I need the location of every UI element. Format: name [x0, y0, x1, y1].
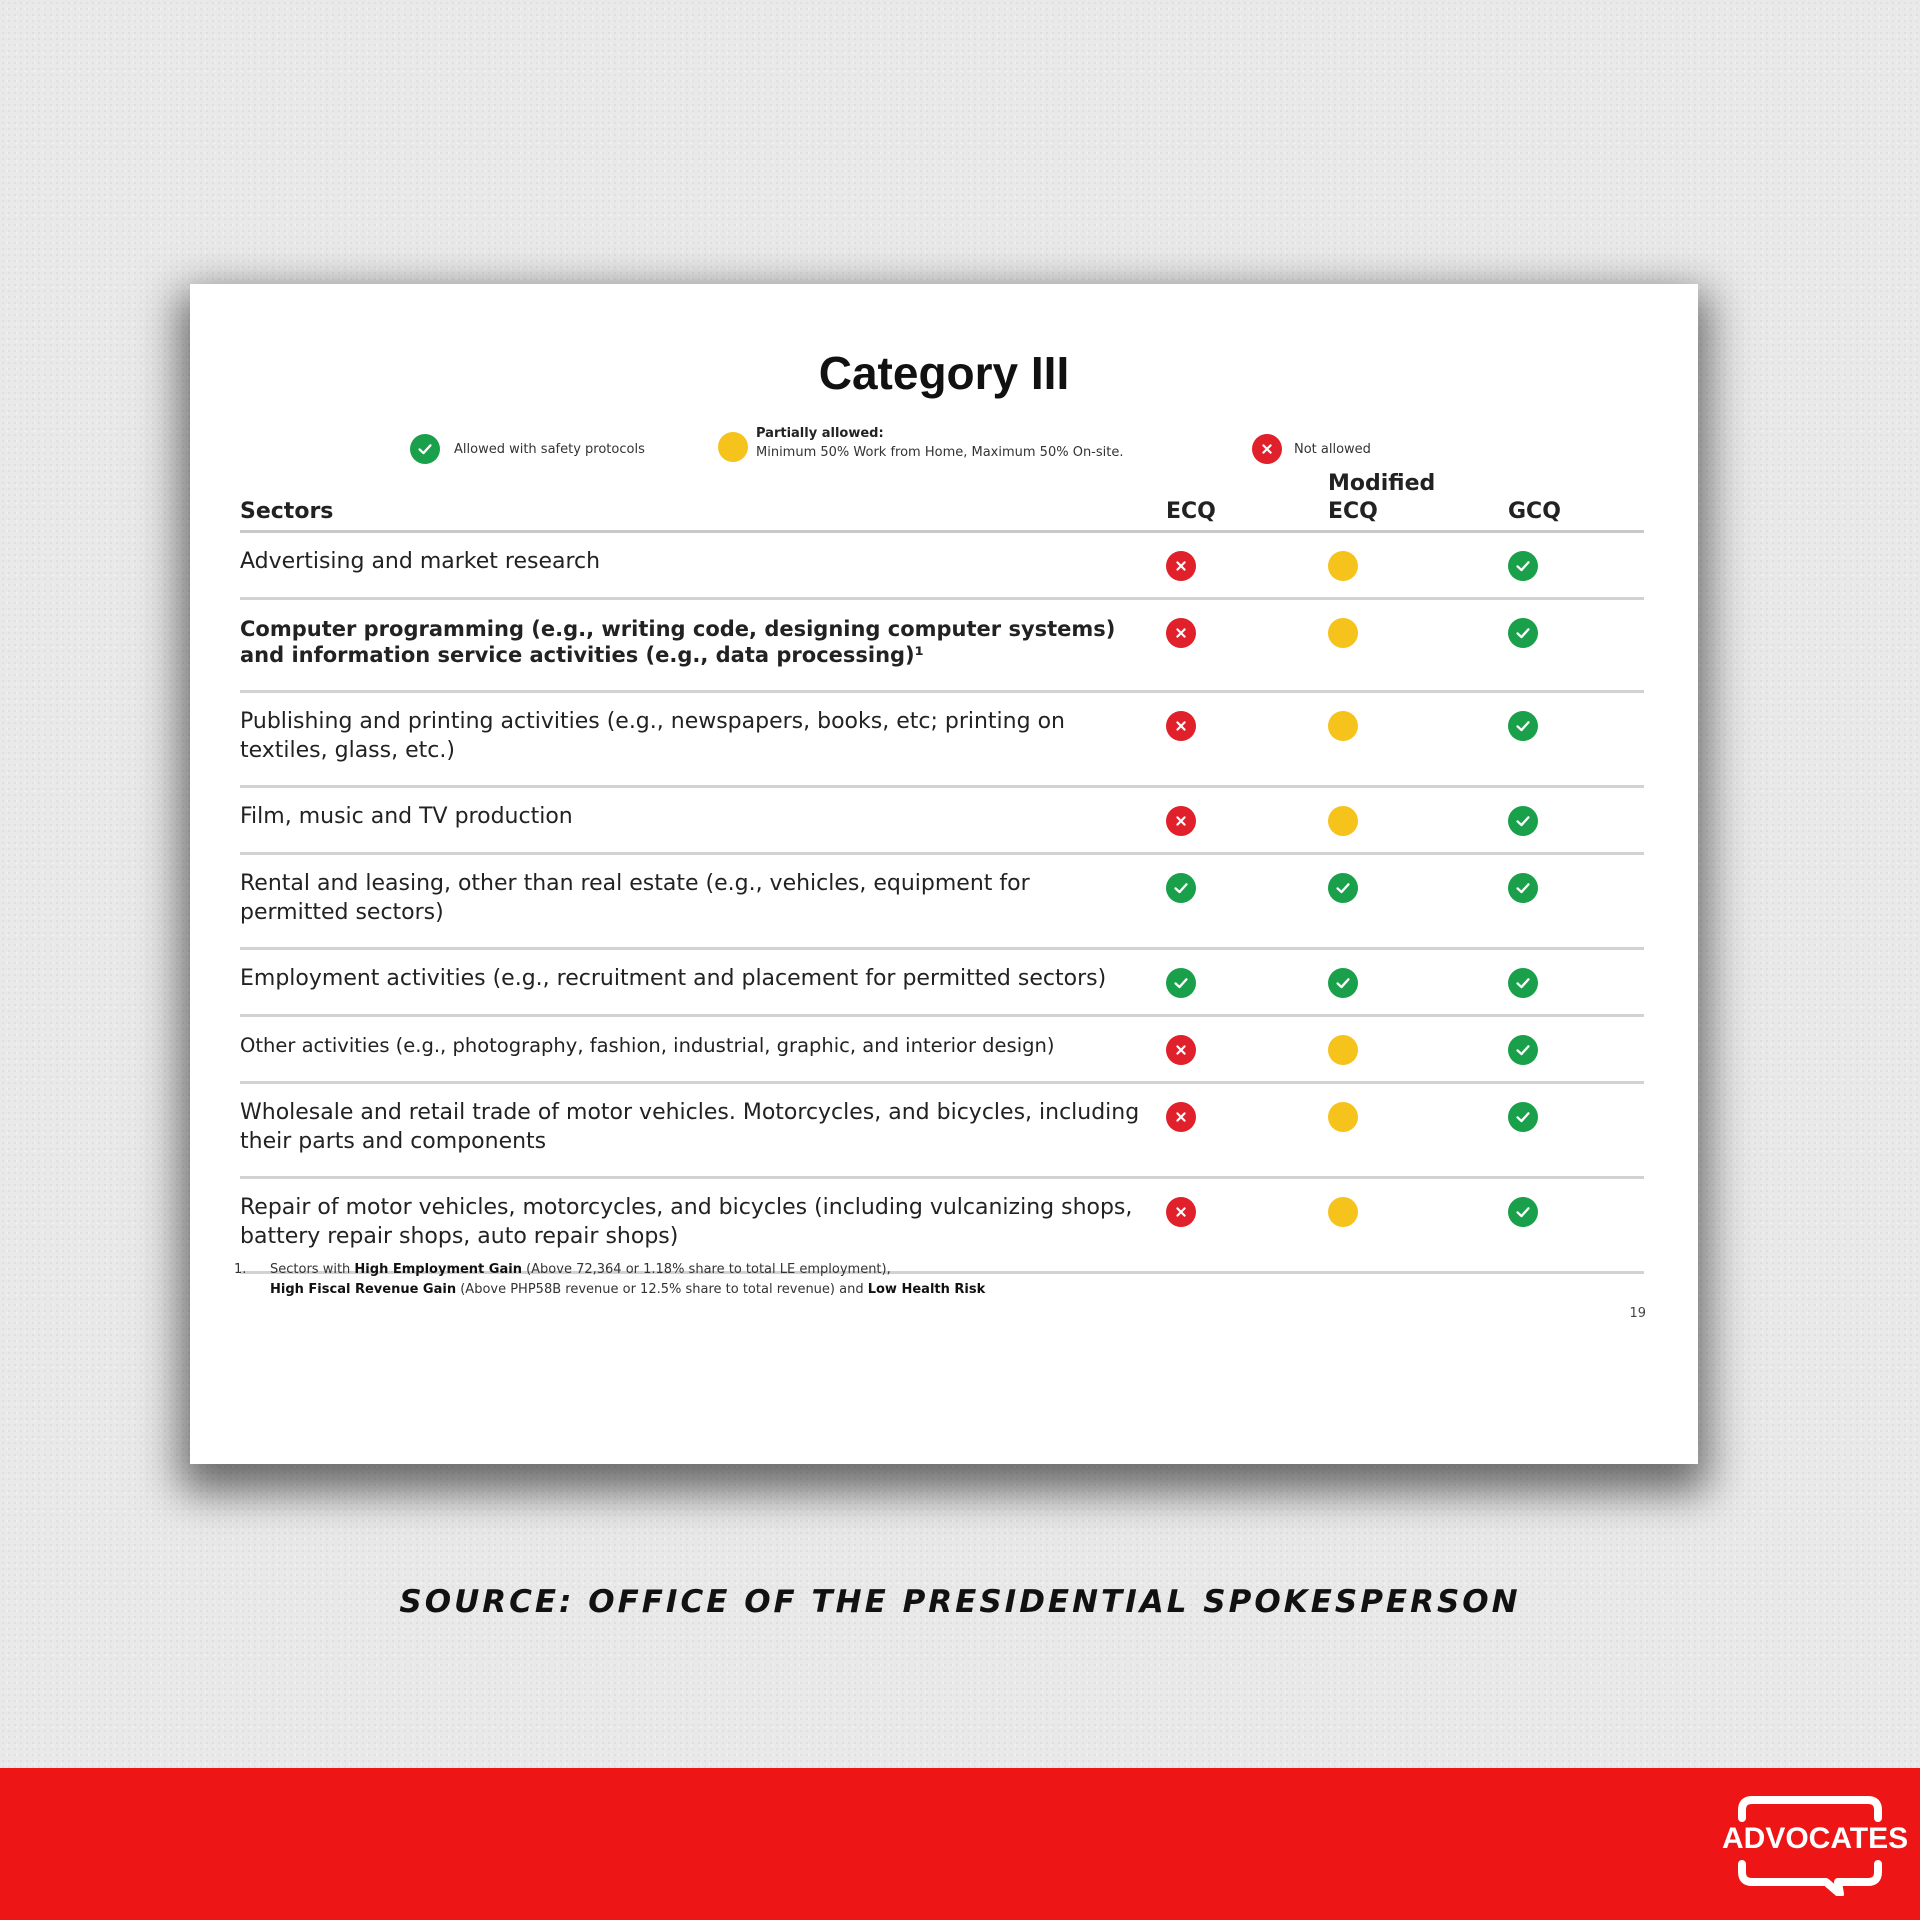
check-icon — [1508, 551, 1538, 581]
table-row — [240, 693, 1644, 788]
legend-allowed-label: Allowed with safety protocols — [454, 441, 645, 457]
logo-text: ADVOCATES — [1722, 1822, 1909, 1855]
check-icon — [1508, 711, 1538, 741]
check-icon — [1166, 873, 1196, 903]
table-row — [240, 950, 1644, 1017]
header-mecq-line2: ECQ — [1328, 499, 1378, 524]
check-icon — [1508, 1102, 1538, 1132]
check-icon — [1508, 968, 1538, 998]
legend-not-allowed — [1252, 434, 1371, 464]
partial-circle-icon — [1328, 551, 1358, 581]
table-row — [240, 1017, 1644, 1084]
header-mecq-line1: Modified — [1328, 471, 1436, 496]
check-icon — [410, 434, 440, 464]
advocates-logo — [1722, 1792, 1909, 1896]
table-row — [240, 1084, 1644, 1179]
partial-circle-icon — [1328, 618, 1358, 648]
sector-table — [240, 464, 1644, 1274]
partial-circle-icon — [1328, 1102, 1358, 1132]
legend-partial — [718, 426, 1124, 462]
sector-name: Advertising and market research — [240, 549, 601, 574]
table-row — [240, 533, 1644, 600]
sector-name: Computer programming (e.g., writing code, designing computer systems) and information service activities (e.g., data processing)¹ — [240, 617, 1116, 667]
table-body — [240, 533, 1644, 1274]
footnote-line2-bold: High Fiscal Revenue Gain — [270, 1282, 457, 1297]
check-icon — [1508, 618, 1538, 648]
partial-circle-icon — [1328, 806, 1358, 836]
sector-name: Other activities (e.g., photography, fashion, industrial, graphic, and interior design) — [240, 1034, 1055, 1057]
table-row — [240, 788, 1644, 855]
legend-not-allowed-label: Not allowed — [1294, 441, 1371, 457]
sector-name: Repair of motor vehicles, motorcycles, and bicycles (including vulcanizing shops, battery repair shops, auto repair shops) — [240, 1195, 1133, 1249]
sector-name: Rental and leasing, other than real estate (e.g., vehicles, equipment for permitted sectors) — [240, 871, 1030, 925]
partial-circle-icon — [1328, 1197, 1358, 1227]
sector-name: Publishing and printing activities (e.g., newspapers, books, etc; printing on textiles, glass, etc.) — [240, 709, 1065, 763]
legend-allowed — [410, 434, 645, 464]
x-icon — [1166, 551, 1196, 581]
partial-circle-icon — [718, 432, 748, 462]
legend-partial-desc: Minimum 50% Work from Home, Maximum 50% On-site. — [756, 445, 1124, 460]
slide — [190, 284, 1698, 1464]
sector-name: Wholesale and retail trade of motor vehicles. Motorcycles, and bicycles, including their parts and components — [240, 1100, 1140, 1154]
footnote-line2-bold2: Low Health Risk — [867, 1282, 986, 1297]
check-icon — [1508, 1197, 1538, 1227]
x-icon — [1166, 1035, 1196, 1065]
x-icon — [1166, 1197, 1196, 1227]
partial-circle-icon — [1328, 711, 1358, 741]
x-icon — [1166, 1102, 1196, 1132]
legend-partial-title: Partially allowed: — [756, 426, 884, 441]
footnote-line1-post: (Above 72,364 or 1.18% share to total LE employment), — [521, 1262, 891, 1277]
header-ecq: ECQ — [1166, 499, 1216, 524]
x-icon — [1166, 618, 1196, 648]
table-row — [240, 600, 1644, 693]
header-sectors: Sectors — [240, 499, 334, 524]
table-header — [240, 464, 1644, 533]
footer-bar — [0, 1768, 1920, 1920]
footnote-number: 1. — [234, 1262, 247, 1277]
header-mecq — [1328, 470, 1435, 526]
page-number: 19 — [1629, 1306, 1646, 1321]
partial-circle-icon — [1328, 1035, 1358, 1065]
x-icon — [1166, 806, 1196, 836]
check-icon — [1508, 806, 1538, 836]
check-icon — [1328, 873, 1358, 903]
x-icon — [1166, 711, 1196, 741]
check-icon — [1328, 968, 1358, 998]
check-icon — [1166, 968, 1196, 998]
footnote-line1-bold: High Employment Gain — [354, 1262, 522, 1277]
footnote-line2-post: (Above PHP58B revenue or 12.5% share to total revenue) and — [456, 1282, 868, 1297]
x-icon — [1252, 434, 1282, 464]
footnote-line1-pre: Sectors with — [270, 1262, 355, 1277]
footnote — [234, 1260, 985, 1300]
sector-name: Employment activities (e.g., recruitment and placement for permitted sectors) — [240, 966, 1107, 991]
source-caption: SOURCE: OFFICE OF THE PRESIDENTIAL SPOKESPERSON — [399, 1584, 1521, 1620]
sector-name: Film, music and TV production — [240, 804, 573, 829]
header-gcq: GCQ — [1508, 499, 1561, 524]
slide-title: Category III — [818, 347, 1070, 399]
check-icon — [1508, 1035, 1538, 1065]
table-row — [240, 855, 1644, 950]
check-icon — [1508, 873, 1538, 903]
